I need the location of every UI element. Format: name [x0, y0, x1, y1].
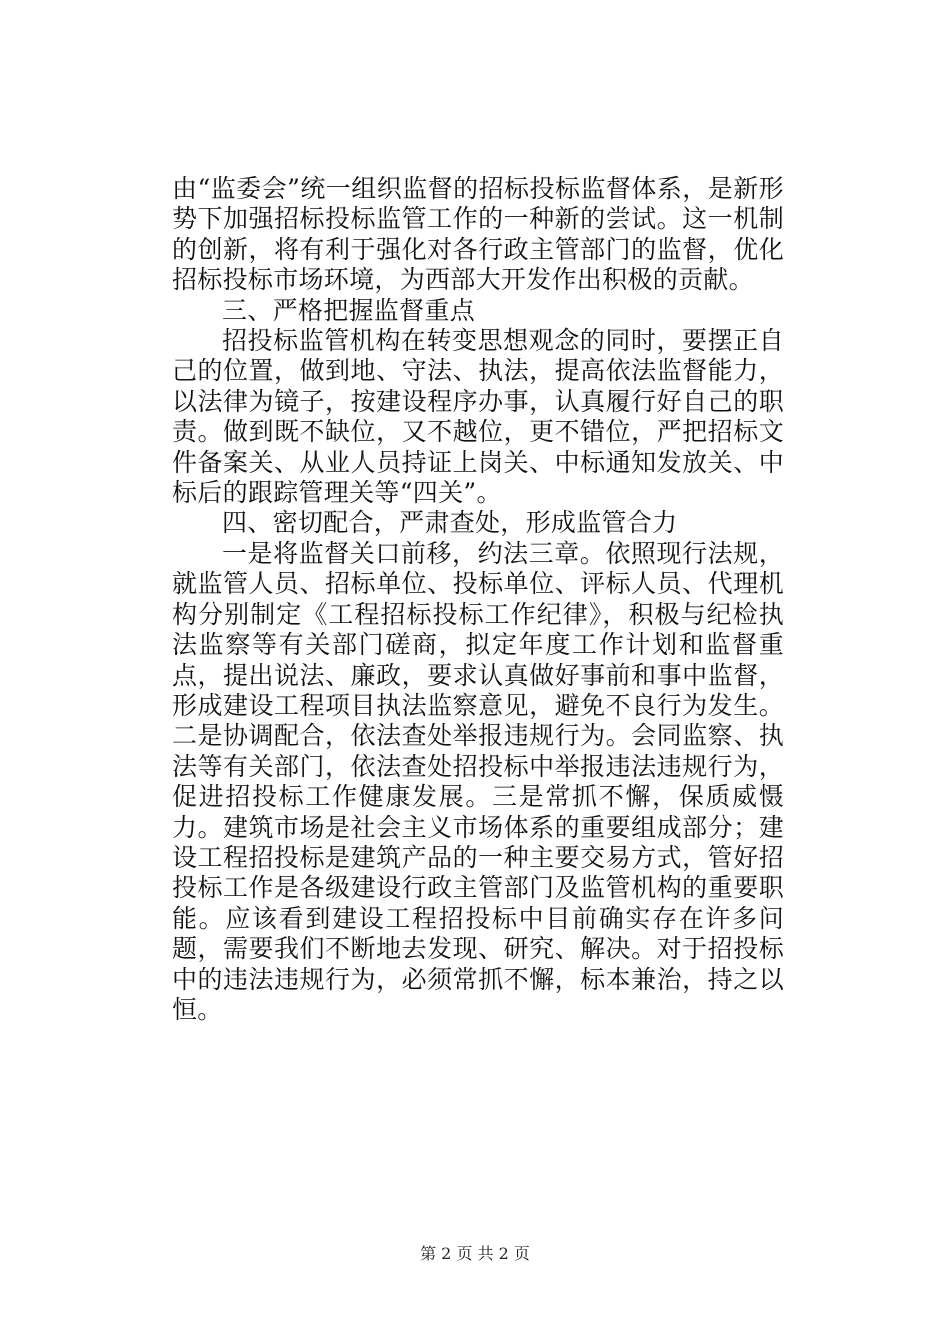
page-footer [0, 1244, 950, 1264]
document-body [172, 174, 784, 1025]
section-heading-3: 三、严格把握监督重点 [222, 295, 476, 325]
section-heading-4: 四、密切配合，严肃查处，形成监管合力 [222, 508, 678, 538]
paragraph-section-4: 一是将监督关口前移，约法三章。依照现行法规，就监管人员、招标单位、投标单位、评标人员、代理机构分别制定《工程招标投标工作纪律》，积极与纪检执法监察等有关部门磋商，拟定年度工作计划和监督重点，提出说法、廉政，要求认真做好事前和事中监督，形成建设工程项目执法监察意见，避免不良行为发生。二是协调配合，依法查处举报违规行为。会同监察、执法等有关部门，依法查处招投标中举报违法违规行为，促进招投标工作健康发展。三是常抓不懈，保质威慑力。建筑市场是社会主义市场体系的重要组成部分；建设工程招投标是建筑产品的一种主要交易方式，管好招投标工作是各级建设行政主管部门及监管机构的重要职能。应该看到建设工程招投标中目前确实存在许多问题，需要我们不断地去发现、研究、解决。对于招投标中的违法违规行为，必须常抓不懈，标本兼治，持之以恒。 [172, 538, 784, 1024]
paragraph-section-3: 招投标监管机构在转变思想观念的同时，要摆正自己的位置，做到地、守法、执法，提高依法监督能力，以法律为镜子，按建设程序办事，认真履行好自己的职责。做到既不缺位，又不越位，更不错位，严把招标文件备案关、从业人员持证上岗关、中标通知发放关、中标后的跟踪管理关等“四关”。 [172, 326, 784, 508]
page-number-label: 第 2 页 共 2 页 [420, 1244, 530, 1263]
paragraph-intro: 由“监委会”统一组织监督的招标投标监督体系，是新形势下加强招标投标监管工作的一种新的尝试。这一机制的创新，将有利于强化对各行政主管部门的监督，优化招标投标市场环境，为西部大开发作出积极的贡献。 [172, 174, 784, 295]
